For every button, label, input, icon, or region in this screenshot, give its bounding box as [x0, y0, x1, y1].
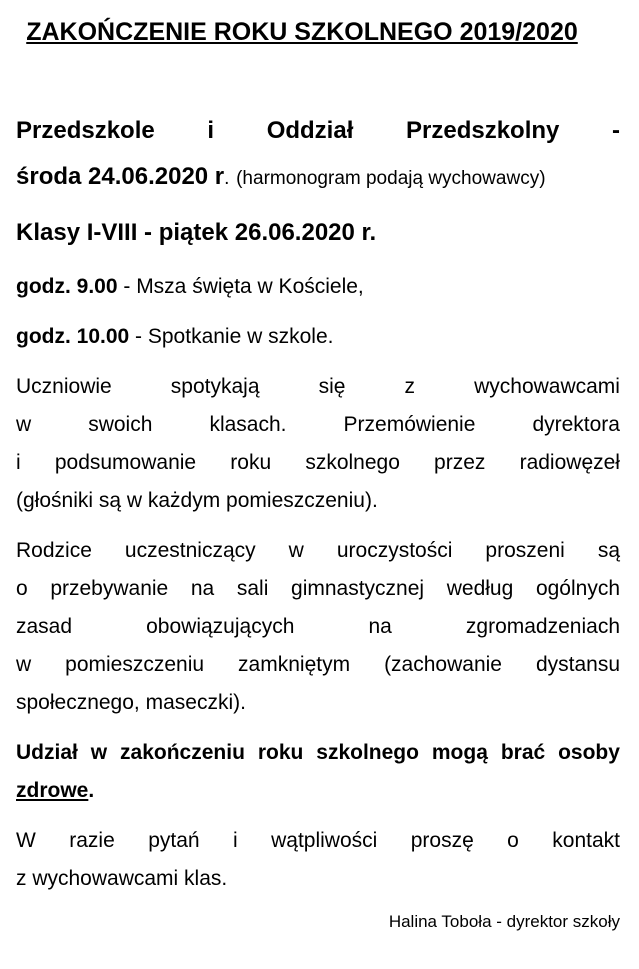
- schedule-time: godz. 9.00: [16, 275, 118, 298]
- word: proszę: [410, 829, 474, 852]
- word: obowiązujących: [146, 615, 295, 638]
- preschool-date-line: [16, 162, 620, 194]
- word: ogólnych: [535, 577, 620, 600]
- word: mogą: [431, 741, 488, 764]
- notice-period: .: [88, 779, 95, 802]
- paragraph-line: [16, 448, 620, 478]
- word: dyrektora: [532, 413, 620, 436]
- word: roku: [257, 741, 304, 764]
- word: w: [16, 413, 32, 436]
- word: szkolnego: [316, 741, 419, 764]
- word: kontakt: [552, 829, 620, 852]
- word: Przemówienie: [343, 413, 476, 436]
- word: gimnastycznej: [291, 577, 425, 600]
- page-title: ZAKOŃCZENIE ROKU SZKOLNEGO 2019/2020: [26, 18, 578, 46]
- signature: Halina Toboła - dyrektor szkoły: [388, 912, 620, 931]
- word: pomieszczeniu: [65, 653, 205, 676]
- paragraph-line: [16, 372, 620, 402]
- word: w: [16, 653, 32, 676]
- word: i: [16, 451, 21, 474]
- schedule-time: godz. 10.00: [16, 325, 130, 348]
- word: brać: [500, 741, 546, 764]
- word: zasad: [16, 615, 73, 638]
- word: roku: [230, 451, 272, 474]
- notice-underlined: zdrowe: [16, 779, 89, 802]
- preschool-word: i: [207, 117, 215, 144]
- word: zgromadzeniach: [465, 615, 620, 638]
- paragraph-line: [16, 410, 620, 440]
- preschool-note: (harmonogram podają wychowawcy): [236, 168, 546, 189]
- word: w: [90, 741, 108, 764]
- word: o: [507, 829, 519, 852]
- word: wątpliwości: [271, 829, 378, 852]
- word: radiowęzeł: [519, 451, 620, 474]
- preschool-dash: -: [612, 117, 621, 144]
- word: proszeni: [485, 539, 565, 562]
- word: o: [16, 577, 28, 600]
- classes-heading: Klasy I-VIII - piątek 26.06.2020 r.: [16, 219, 377, 246]
- word: przebywanie: [50, 577, 169, 600]
- word: według: [446, 577, 514, 600]
- word: dystansu: [535, 653, 621, 676]
- word: szkolnego: [305, 451, 400, 474]
- contact-line: [16, 826, 620, 856]
- word: osoby: [558, 741, 620, 764]
- schedule-text: - Spotkanie w szkole.: [129, 325, 334, 348]
- preschool-word: Przedszkolny: [406, 117, 560, 144]
- paragraph-line: [16, 650, 620, 680]
- word: pytań: [148, 829, 200, 852]
- preschool-date: środa 24.06.2020 r: [16, 163, 225, 190]
- word: na: [190, 577, 215, 600]
- preschool-heading: [16, 116, 620, 146]
- word: spotykają: [170, 375, 260, 398]
- word: uczestniczący: [124, 539, 256, 562]
- word: podsumowanie: [54, 451, 197, 474]
- word: (zachowanie: [384, 653, 502, 676]
- word: z: [404, 375, 416, 398]
- word: przez: [434, 451, 486, 474]
- preschool-word: Przedszkole: [16, 117, 155, 144]
- word: uroczystości: [336, 539, 453, 562]
- contact-line: z wychowawcami klas.: [16, 867, 228, 890]
- word: Uczniowie: [16, 375, 112, 398]
- word: i: [233, 829, 238, 852]
- word: w: [288, 539, 304, 562]
- paragraph-line: (głośniki są w każdym pomieszczeniu).: [16, 489, 378, 512]
- paragraph-line: [16, 612, 620, 642]
- word: zakończeniu: [120, 741, 245, 764]
- paragraph-line: [16, 536, 620, 566]
- word: są: [597, 539, 621, 562]
- paragraph-line: społecznego, maseczki).: [16, 691, 246, 714]
- word: swoich: [88, 413, 153, 436]
- paragraph-line: [16, 574, 620, 604]
- word: się: [318, 375, 346, 398]
- schedule-text: - Msza święta w Kościele,: [117, 275, 364, 298]
- schedule-item: [16, 272, 620, 302]
- word: Rodzice: [16, 539, 92, 562]
- word: klasach.: [209, 413, 287, 436]
- preschool-word: Oddział: [266, 117, 354, 144]
- preschool-date-dot: .: [224, 168, 230, 189]
- word: wychowawcami: [474, 375, 620, 398]
- word: na: [368, 615, 392, 638]
- notice-line: [16, 738, 620, 768]
- schedule-item: [16, 322, 620, 352]
- word: W: [16, 829, 36, 852]
- word: sali: [236, 577, 269, 600]
- word: Udział: [16, 741, 78, 764]
- notice-line: [16, 776, 620, 806]
- word: razie: [69, 829, 115, 852]
- word: zamkniętym: [238, 653, 351, 676]
